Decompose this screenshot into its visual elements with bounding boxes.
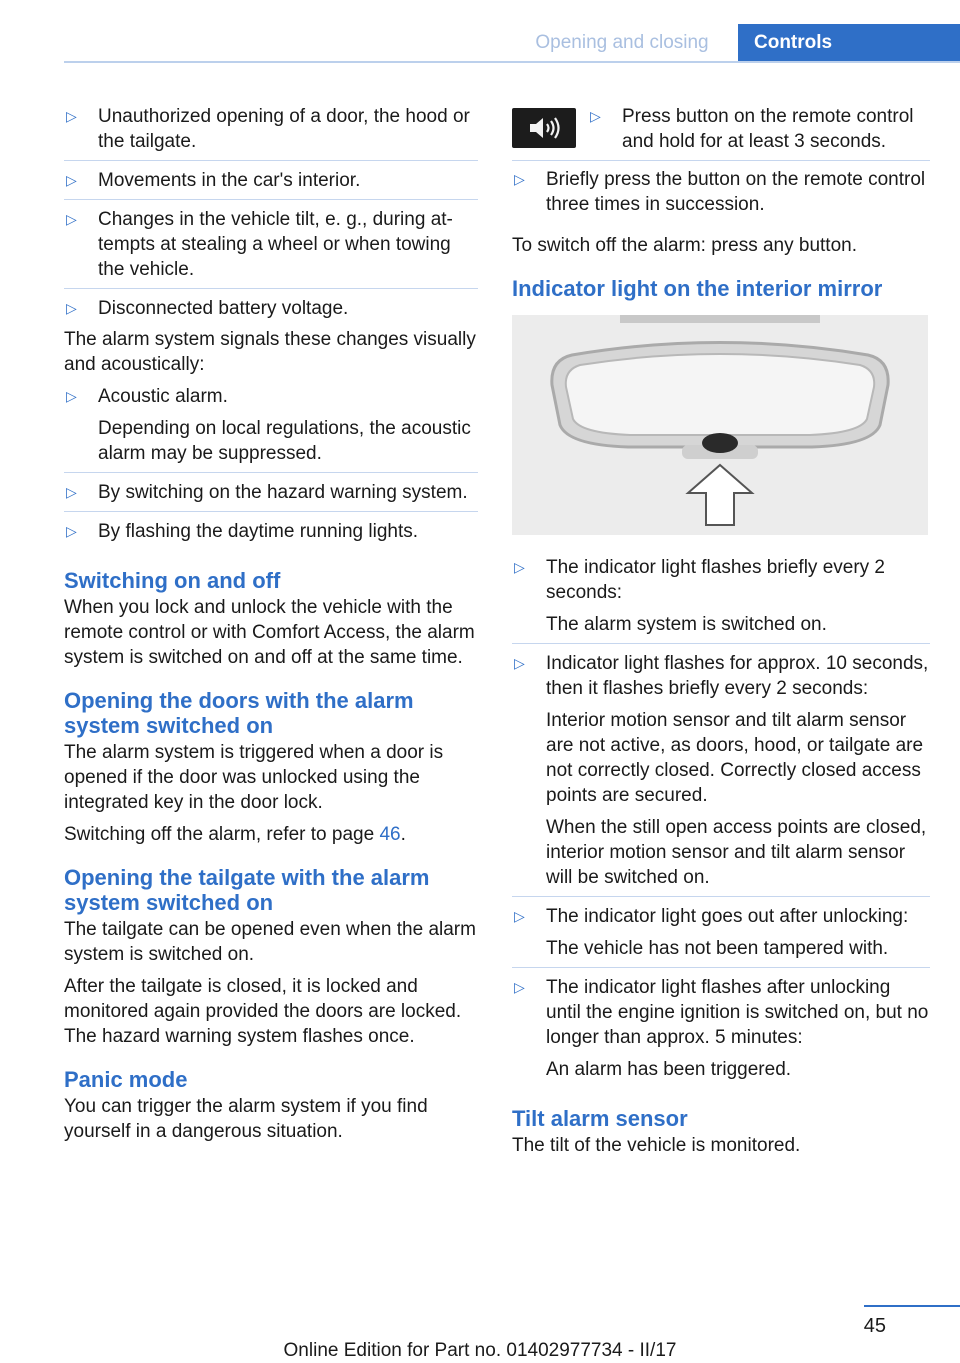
list-item-text: Changes in the vehicle tilt, e. g., during attempts at stealing a wheel or when towing the vehicle. — [98, 209, 453, 280]
list-item-text: The indicator light goes out after unlocking: — [546, 906, 909, 927]
triangle-bullet-icon: ▷ — [66, 300, 77, 316]
list-item-text: Disconnected battery voltage. — [98, 298, 349, 319]
page-number: 45 — [863, 1315, 886, 1337]
list-item-text: The indicator light flashes after unlocking until the engine ignition is switched on, but no longer than approx. 5 minutes: — [546, 977, 929, 1048]
header-rule — [64, 61, 960, 63]
list-item — [512, 555, 930, 644]
triangle-bullet-icon: ▷ — [66, 484, 77, 500]
list-item-text: By switching on the hazard warning system. — [98, 482, 468, 503]
list-item-subtext: When the still open access points are closed, interior motion sensor and tilt alarm sensor will be switched on. — [546, 817, 927, 888]
list-item-text: Unauthorized opening of a door, the hood or the tailgate. — [98, 106, 470, 152]
footer-rule — [864, 1305, 960, 1307]
list-item — [64, 296, 478, 327]
triangle-bullet-icon: ▷ — [514, 171, 525, 187]
paragraph-reference — [64, 822, 478, 847]
heading-indicator-light: Indicator light on the interior mirror — [512, 276, 883, 301]
paragraph-tilt: The tilt of the vehicle is monitored. — [512, 1135, 801, 1156]
list-item — [64, 384, 478, 473]
brief-list — [512, 160, 930, 223]
triangle-bullet-icon: ▷ — [514, 655, 525, 671]
list-item — [512, 975, 930, 1088]
list-item-subtext: The vehicle has not been tampered with. — [546, 938, 889, 959]
header-section-title: Opening and closing — [535, 32, 709, 53]
list-item — [64, 207, 478, 289]
triangle-bullet-icon: ▷ — [514, 908, 525, 924]
triangle-bullet-icon: ▷ — [66, 211, 77, 227]
list-item-subtext: The alarm system is switched on. — [546, 614, 827, 635]
list-item-text: Indicator light flashes for approx. 10 seconds, then it flashes briefly every 2 seconds: — [546, 653, 929, 699]
header-tab-controls: Controls — [738, 24, 960, 62]
interior-mirror-illustration — [512, 315, 928, 535]
triangle-bullet-icon: ▷ — [514, 979, 525, 995]
triangle-bullet-icon: ▷ — [590, 108, 601, 124]
triangle-bullet-icon: ▷ — [66, 523, 77, 539]
list-item-text: By flashing the daytime running lights. — [98, 521, 419, 542]
paragraph-tailgate-1: The tailgate can be opened even when the alarm system is switched on. — [64, 919, 476, 965]
signal-list — [64, 384, 478, 550]
heading-switching-on-off: Switching on and off — [64, 568, 281, 593]
press-row — [512, 104, 930, 160]
list-item-subtext: Depending on local regulations, the acoustic alarm may be suppressed. — [98, 418, 471, 464]
reference-end: . — [400, 824, 406, 845]
list-item-text: Acoustic alarm. — [98, 386, 228, 407]
page-link[interactable]: 46 — [379, 824, 401, 845]
heading-opening-tailgate: Opening the tailgate with the alarm system switched on — [64, 865, 430, 915]
list-item-text: Press button on the remote control and hold for at least 3 seconds. — [622, 106, 914, 152]
list-item — [512, 904, 930, 968]
signal-intro: The alarm system signals these changes visually and acoustically: — [64, 329, 476, 375]
list-item-text: The indicator light flashes briefly every 2 seconds: — [546, 557, 885, 603]
heading-tilt-sensor: Tilt alarm sensor — [512, 1106, 688, 1131]
list-item — [588, 104, 930, 160]
triangle-bullet-icon: ▷ — [66, 172, 77, 188]
left-column — [64, 104, 478, 1151]
list-item — [64, 519, 478, 550]
reference-text: Switching off the alarm, refer to page — [64, 824, 380, 845]
triangle-bullet-icon: ▷ — [514, 559, 525, 575]
speaker-icon — [512, 108, 576, 148]
heading-panic-mode: Panic mode — [64, 1067, 188, 1092]
heading-opening-doors: Opening the doors with the alarm system switched on — [64, 688, 414, 738]
triangle-bullet-icon: ▷ — [66, 108, 77, 124]
list-item-text: Movements in the car's interior. — [98, 170, 361, 191]
list-item-subtext: Interior motion sensor and tilt alarm sensor are not active, as doors, hood, or tailgate are not correctly closed. Correctly closed access points are secured. — [546, 710, 924, 806]
right-column — [512, 104, 930, 1165]
list-item — [64, 168, 478, 200]
paragraph-tailgate-2: After the tailgate is closed, it is locked and monitored again provided the doors are locked. The hazard warning system flashes once. — [64, 976, 462, 1047]
press-list — [588, 104, 930, 160]
list-item-subtext: An alarm has been triggered. — [546, 1059, 792, 1080]
paragraph-panic: You can trigger the alarm system if you find yourself in a dangerous situation. — [64, 1096, 428, 1142]
triangle-bullet-icon: ▷ — [66, 388, 77, 404]
paragraph-doors: The alarm system is triggered when a door is opened if the door was unlocked using the integrated key in the door lock. — [64, 742, 444, 813]
list-item — [64, 480, 478, 512]
indicator-list — [512, 555, 930, 1088]
paragraph-switching: When you lock and unlock the vehicle with the remote control or with Comfort Access, the alarm system is switched on and off at the same time. — [64, 597, 475, 668]
list-item — [64, 104, 478, 161]
list-item — [512, 651, 930, 897]
list-item — [512, 167, 930, 223]
list-item-text: Briefly press the button on the remote control three times in succession. — [546, 169, 926, 215]
change-list — [64, 104, 478, 327]
paragraph-switch-off: To switch off the alarm: press any button. — [512, 235, 857, 256]
edition-footer: Online Edition for Part no. 01402977734 - II/17 — [283, 1340, 677, 1361]
